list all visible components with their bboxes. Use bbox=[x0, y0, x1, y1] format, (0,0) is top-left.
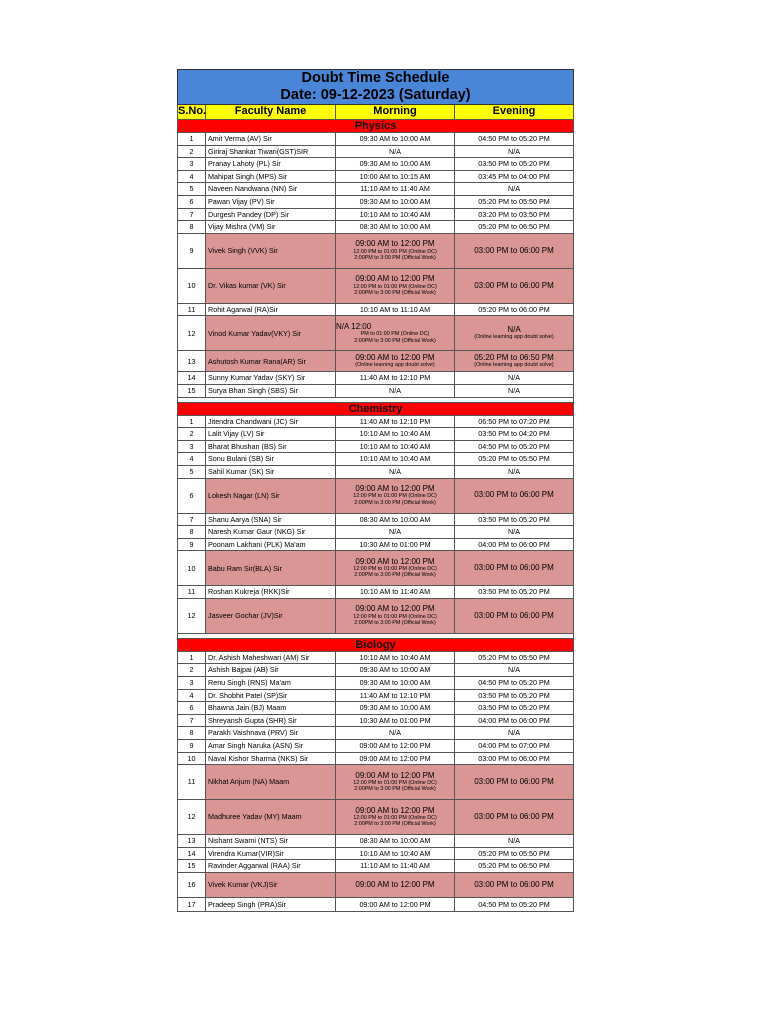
table-row bbox=[178, 478, 574, 513]
morning-time: 09:00 AM to 12:00 PM bbox=[355, 770, 435, 780]
table-row bbox=[178, 268, 574, 303]
row-sno: 15 bbox=[178, 384, 206, 397]
title-block bbox=[178, 70, 574, 105]
evening-slot: N/A bbox=[455, 372, 574, 385]
morning-note: 2:00PM to 3:00 PM (Official Work) bbox=[354, 289, 436, 296]
evening-slot bbox=[455, 478, 574, 513]
evening-slot bbox=[455, 765, 574, 800]
morning-slot bbox=[336, 598, 455, 633]
table-row bbox=[178, 170, 574, 183]
morning-slot: 09:00 AM to 12:00 PM bbox=[336, 740, 455, 753]
morning-slot: 09:30 AM to 10:00 AM bbox=[336, 158, 455, 171]
table-row bbox=[178, 765, 574, 800]
evening-slot: 05:20 PM to 06:50 PM bbox=[455, 860, 574, 873]
header-evening: Evening bbox=[455, 105, 574, 120]
faculty-name: Mahipat Singh (MPS) Sir bbox=[206, 170, 336, 183]
row-sno: 10 bbox=[178, 268, 206, 303]
evening-time: 03:00 PM to 06:00 PM bbox=[474, 280, 554, 290]
table-row bbox=[178, 384, 574, 397]
morning-note: 2:00PM to 3:00 PM (Official Work) bbox=[354, 337, 436, 344]
header-morning: Morning bbox=[336, 105, 455, 120]
faculty-name: Bhawna Jain (BJ) Maam bbox=[206, 702, 336, 715]
evening-slot: 04:50 PM to 05:20 PM bbox=[455, 133, 574, 146]
evening-time: 03:00 PM to 06:00 PM bbox=[474, 490, 554, 500]
morning-slot: 11:10 AM to 11:40 AM bbox=[336, 860, 455, 873]
faculty-name: Vijay Mishra (VM) Sir bbox=[206, 221, 336, 234]
row-sno: 4 bbox=[178, 170, 206, 183]
table-row bbox=[178, 847, 574, 860]
morning-slot: 09:00 AM to 12:00 PM bbox=[336, 752, 455, 765]
column-header-row bbox=[178, 105, 574, 120]
evening-slot: N/A bbox=[455, 384, 574, 397]
morning-slot: 08:30 AM to 10:00 AM bbox=[336, 513, 455, 526]
evening-slot bbox=[455, 316, 574, 351]
row-sno: 7 bbox=[178, 208, 206, 221]
row-sno: 13 bbox=[178, 351, 206, 372]
morning-slot bbox=[336, 351, 455, 372]
morning-slot bbox=[336, 800, 455, 835]
evening-slot: N/A bbox=[455, 835, 574, 848]
row-sno: 17 bbox=[178, 898, 206, 912]
morning-note: 2:00PM to 3:00 PM (Official Work) bbox=[354, 786, 436, 793]
morning-slot: 09:30 AM to 10:00 AM bbox=[336, 133, 455, 146]
morning-note: 12:00 PM to 01:00 PM (Online DC) bbox=[353, 566, 437, 573]
faculty-name: Ashutosh Kumar Rana(AR) Sir bbox=[206, 351, 336, 372]
evening-slot: 03:00 PM to 06:00 PM bbox=[455, 873, 574, 898]
morning-time: 09:00 AM to 12:00 PM bbox=[355, 239, 435, 249]
row-sno: 11 bbox=[178, 586, 206, 599]
row-sno: 12 bbox=[178, 598, 206, 633]
faculty-name: Amit Verma (AV) Sir bbox=[206, 133, 336, 146]
morning-slot: 11:40 AM to 12:10 PM bbox=[336, 689, 455, 702]
row-sno: 4 bbox=[178, 453, 206, 466]
evening-slot: 03:50 PM to 05:20 PM bbox=[455, 513, 574, 526]
faculty-name: Naveen Nandwana (NN) Sir bbox=[206, 183, 336, 196]
table-row bbox=[178, 800, 574, 835]
morning-time: N/A 12:00 bbox=[336, 321, 372, 331]
morning-time: 09:00 AM to 12:00 PM bbox=[355, 353, 435, 363]
evening-slot: 03:50 PM to 05:20 PM bbox=[455, 702, 574, 715]
morning-slot bbox=[336, 478, 455, 513]
row-sno: 3 bbox=[178, 677, 206, 690]
row-sno: 7 bbox=[178, 513, 206, 526]
evening-slot: 03:50 PM to 05:20 PM bbox=[455, 689, 574, 702]
schedule-table bbox=[177, 69, 574, 912]
table-row bbox=[178, 183, 574, 196]
row-sno: 3 bbox=[178, 440, 206, 453]
evening-slot: N/A bbox=[455, 526, 574, 539]
evening-slot: 05:20 PM to 05:50 PM bbox=[455, 847, 574, 860]
table-row bbox=[178, 873, 574, 898]
row-sno: 1 bbox=[178, 415, 206, 428]
morning-note: 12:00 PM to 01:00 PM (Online DC) bbox=[353, 493, 437, 500]
row-sno: 8 bbox=[178, 526, 206, 539]
evening-slot: 04:50 PM to 05:20 PM bbox=[455, 677, 574, 690]
faculty-name: Sonu Bulani (SB) Sir bbox=[206, 453, 336, 466]
morning-slot bbox=[336, 551, 455, 586]
morning-slot: N/A bbox=[336, 727, 455, 740]
faculty-name: Surya Bhan Singh (SBS) Sir bbox=[206, 384, 336, 397]
row-sno: 15 bbox=[178, 860, 206, 873]
table-row bbox=[178, 195, 574, 208]
table-row bbox=[178, 526, 574, 539]
morning-slot: 10:30 AM to 01:00 PM bbox=[336, 714, 455, 727]
evening-slot: N/A bbox=[455, 664, 574, 677]
row-sno: 1 bbox=[178, 133, 206, 146]
morning-note: PM to 01:00 PM (Online DC) bbox=[360, 331, 430, 338]
table-row bbox=[178, 538, 574, 551]
morning-slot: N/A bbox=[336, 526, 455, 539]
faculty-name: Dr. Shobhit Patel (SP)Sir bbox=[206, 689, 336, 702]
table-row bbox=[178, 752, 574, 765]
morning-slot bbox=[336, 233, 455, 268]
table-row bbox=[178, 702, 574, 715]
faculty-name: Dr. Vikas kumar (VK) Sir bbox=[206, 268, 336, 303]
morning-slot: N/A bbox=[336, 465, 455, 478]
header-sno: S.No. bbox=[178, 105, 206, 120]
row-sno: 6 bbox=[178, 702, 206, 715]
faculty-name: Lokesh Nagar (LN) Sir bbox=[206, 478, 336, 513]
row-sno: 6 bbox=[178, 195, 206, 208]
section-title: Physics bbox=[178, 120, 574, 133]
faculty-name: Madhuree Yadav (MY) Maam bbox=[206, 800, 336, 835]
morning-note: 2:00PM to 3:00 PM (Official Work) bbox=[354, 821, 436, 828]
evening-slot: 04:00 PM to 06:00 PM bbox=[455, 714, 574, 727]
morning-time: 09:00 AM to 12:00 PM bbox=[355, 484, 435, 494]
faculty-name: Naval Kishor Sharma (NKS) Sir bbox=[206, 752, 336, 765]
morning-note: 12:00 PM to 01:00 PM (Online DC) bbox=[353, 815, 437, 822]
evening-slot: 03:20 PM to 03:50 PM bbox=[455, 208, 574, 221]
faculty-name: Babu Ram Sir(BLA) Sir bbox=[206, 551, 336, 586]
table-row bbox=[178, 835, 574, 848]
faculty-name: Durgesh Pandey (DP) Sir bbox=[206, 208, 336, 221]
row-sno: 8 bbox=[178, 221, 206, 234]
evening-time: 03:00 PM to 06:00 PM bbox=[474, 777, 554, 787]
morning-note: 2:00PM to 3:00 PM (Official Work) bbox=[354, 254, 436, 261]
morning-time: 09:00 AM to 12:00 PM bbox=[355, 274, 435, 284]
morning-slot: 09:30 AM to 10:00 AM bbox=[336, 195, 455, 208]
evening-note: (Online learning app doubt solve) bbox=[474, 362, 554, 369]
morning-slot: 10:10 AM to 10:40 AM bbox=[336, 428, 455, 441]
section-title: Chemistry bbox=[178, 402, 574, 415]
evening-slot: 05:20 PM to 05:50 PM bbox=[455, 651, 574, 664]
morning-note: 12:00 PM to 01:00 PM (Online DC) bbox=[353, 283, 437, 290]
evening-time: 03:00 PM to 06:00 PM bbox=[474, 610, 554, 620]
evening-slot: 04:50 PM to 05:20 PM bbox=[455, 440, 574, 453]
faculty-name: Vinod Kumar Yadav(VKY) Sir bbox=[206, 316, 336, 351]
schedule-title: Doubt Time Schedule bbox=[301, 70, 450, 86]
morning-note: (Online learning app doubt solve) bbox=[355, 362, 435, 369]
morning-slot: 09:00 AM to 12:00 PM bbox=[336, 898, 455, 912]
evening-time: 03:00 PM to 06:00 PM bbox=[474, 563, 554, 573]
table-row bbox=[178, 586, 574, 599]
table-row bbox=[178, 133, 574, 146]
table-row bbox=[178, 727, 574, 740]
morning-time: 09:00 AM to 12:00 PM bbox=[355, 604, 435, 614]
row-sno: 7 bbox=[178, 714, 206, 727]
faculty-name: Sunny Kumar Yadav (SKY) Sir bbox=[206, 372, 336, 385]
row-sno: 9 bbox=[178, 233, 206, 268]
evening-slot bbox=[455, 233, 574, 268]
table-row bbox=[178, 145, 574, 158]
faculty-name: Shanu Aarya (SNA) Sir bbox=[206, 513, 336, 526]
table-row bbox=[178, 551, 574, 586]
morning-slot: N/A bbox=[336, 145, 455, 158]
morning-slot: N/A bbox=[336, 384, 455, 397]
table-row bbox=[178, 689, 574, 702]
evening-slot: 06:50 PM to 07:20 PM bbox=[455, 415, 574, 428]
table-row bbox=[178, 208, 574, 221]
morning-note: 12:00 PM to 01:00 PM (Online DC) bbox=[353, 613, 437, 620]
evening-slot bbox=[455, 351, 574, 372]
row-sno: 4 bbox=[178, 689, 206, 702]
morning-note: 2:00PM to 3:00 PM (Official Work) bbox=[354, 572, 436, 579]
evening-slot: N/A bbox=[455, 183, 574, 196]
row-sno: 10 bbox=[178, 551, 206, 586]
faculty-name: Vivek Kumar (VKJ)Sir bbox=[206, 873, 336, 898]
faculty-name: Renu Singh (RNS) Ma'am bbox=[206, 677, 336, 690]
table-row bbox=[178, 372, 574, 385]
faculty-name: Bharat Bhushan (BS) Sir bbox=[206, 440, 336, 453]
faculty-name: Parakh Vaishnava (PRV) Sir bbox=[206, 727, 336, 740]
evening-slot bbox=[455, 800, 574, 835]
faculty-name: Vivek Singh (VVK) Sir bbox=[206, 233, 336, 268]
schedule-date: Date: 09-12-2023 (Saturday) bbox=[280, 87, 471, 103]
table-row bbox=[178, 664, 574, 677]
row-sno: 13 bbox=[178, 835, 206, 848]
section-header-chemistry bbox=[178, 402, 574, 415]
evening-slot: 04:00 PM to 06:00 PM bbox=[455, 538, 574, 551]
morning-slot: 10:00 AM to 10:15 AM bbox=[336, 170, 455, 183]
row-sno: 12 bbox=[178, 316, 206, 351]
table-row bbox=[178, 898, 574, 912]
evening-slot: 05:20 PM to 05:50 PM bbox=[455, 195, 574, 208]
faculty-name: Nikhat Anjum (NA) Maam bbox=[206, 765, 336, 800]
table-row bbox=[178, 677, 574, 690]
schedule-sheet bbox=[177, 69, 573, 912]
morning-note: 2:00PM to 3:00 PM (Official Work) bbox=[354, 499, 436, 506]
row-sno: 9 bbox=[178, 538, 206, 551]
faculty-name: Lalit Vijay (LV) Sir bbox=[206, 428, 336, 441]
row-sno: 16 bbox=[178, 873, 206, 898]
evening-slot: 05:20 PM to 06:50 PM bbox=[455, 221, 574, 234]
row-sno: 14 bbox=[178, 372, 206, 385]
table-row bbox=[178, 598, 574, 633]
row-sno: 2 bbox=[178, 664, 206, 677]
table-row bbox=[178, 440, 574, 453]
evening-slot: 03:50 PM to 05:20 PM bbox=[455, 586, 574, 599]
faculty-name: Jitendra Chandwani (JC) Sir bbox=[206, 415, 336, 428]
faculty-name: Rohit Agarwal (RA)Sir bbox=[206, 303, 336, 316]
morning-slot: 08:30 AM to 10:00 AM bbox=[336, 221, 455, 234]
faculty-name: Virendra Kumar(VIR)Sir bbox=[206, 847, 336, 860]
morning-slot: 11:10 AM to 11:40 AM bbox=[336, 183, 455, 196]
row-sno: 3 bbox=[178, 158, 206, 171]
faculty-name: Giriraj Shankar Tiwari(GST)SIR bbox=[206, 145, 336, 158]
faculty-name: Poonam Lakhani (PLK) Ma'am bbox=[206, 538, 336, 551]
row-sno: 11 bbox=[178, 303, 206, 316]
table-row bbox=[178, 453, 574, 466]
faculty-name: Ravinder Aggarwal (RAA) Sir bbox=[206, 860, 336, 873]
header-faculty: Faculty Name bbox=[206, 105, 336, 120]
faculty-name: Shreyansh Gupta (SHR) Sir bbox=[206, 714, 336, 727]
faculty-name: Sahil Kumar (SK) Sir bbox=[206, 465, 336, 478]
row-sno: 12 bbox=[178, 800, 206, 835]
row-sno: 9 bbox=[178, 740, 206, 753]
morning-slot: 09:30 AM to 10:00 AM bbox=[336, 664, 455, 677]
morning-slot bbox=[336, 316, 455, 351]
row-sno: 2 bbox=[178, 145, 206, 158]
row-sno: 6 bbox=[178, 478, 206, 513]
morning-slot: 10:10 AM to 10:40 AM bbox=[336, 453, 455, 466]
section-header-biology bbox=[178, 638, 574, 651]
faculty-name: Dr. Ashish Maheshwari (AM) Sir bbox=[206, 651, 336, 664]
evening-slot bbox=[455, 551, 574, 586]
faculty-name: Pawan Vijay (PV) Sir bbox=[206, 195, 336, 208]
morning-slot: 10:10 AM to 11:10 AM bbox=[336, 303, 455, 316]
morning-slot bbox=[336, 765, 455, 800]
row-sno: 5 bbox=[178, 183, 206, 196]
table-row bbox=[178, 714, 574, 727]
morning-time: 09:00 AM to 12:00 PM bbox=[355, 556, 435, 566]
table-row bbox=[178, 351, 574, 372]
faculty-name: Naresh Kumar Gaur (NKG) Sir bbox=[206, 526, 336, 539]
evening-time: 03:00 PM to 06:00 PM bbox=[474, 812, 554, 822]
morning-slot: 09:30 AM to 10:00 AM bbox=[336, 677, 455, 690]
evening-slot: N/A bbox=[455, 465, 574, 478]
morning-slot: 10:10 AM to 10:40 AM bbox=[336, 440, 455, 453]
morning-time: 09:00 AM to 12:00 PM bbox=[355, 805, 435, 815]
evening-slot: 03:45 PM to 04:00 PM bbox=[455, 170, 574, 183]
table-row bbox=[178, 233, 574, 268]
evening-slot: 04:50 PM to 05:20 PM bbox=[455, 898, 574, 912]
row-sno: 11 bbox=[178, 765, 206, 800]
morning-note: 12:00 PM to 01:00 PM (Online DC) bbox=[353, 780, 437, 787]
faculty-name: Roshan Kukreja (RKK)Sir bbox=[206, 586, 336, 599]
morning-slot: 09:30 AM to 10:00 AM bbox=[336, 702, 455, 715]
evening-slot: N/A bbox=[455, 727, 574, 740]
table-row bbox=[178, 428, 574, 441]
faculty-name: Jasveer Gochar (JV)Sir bbox=[206, 598, 336, 633]
morning-slot: 09:00 AM to 12:00 PM bbox=[336, 873, 455, 898]
evening-slot: 03:50 PM to 04:20 PM bbox=[455, 428, 574, 441]
table-row bbox=[178, 513, 574, 526]
row-sno: 10 bbox=[178, 752, 206, 765]
evening-slot: 03:00 PM to 06:00 PM bbox=[455, 752, 574, 765]
morning-slot: 10:10 AM to 11:40 AM bbox=[336, 586, 455, 599]
morning-slot: 10:30 AM to 01:00 PM bbox=[336, 538, 455, 551]
morning-note: 12:00 PM to 01:00 PM (Online DC) bbox=[353, 248, 437, 255]
evening-time: 03:00 PM to 06:00 PM bbox=[474, 245, 554, 255]
row-sno: 14 bbox=[178, 847, 206, 860]
evening-time: N/A bbox=[507, 325, 521, 335]
morning-note: 2:00PM to 3:00 PM (Official Work) bbox=[354, 620, 436, 627]
table-row bbox=[178, 158, 574, 171]
table-row bbox=[178, 303, 574, 316]
row-sno: 2 bbox=[178, 428, 206, 441]
evening-slot: 04:00 PM to 07:00 PM bbox=[455, 740, 574, 753]
table-row bbox=[178, 860, 574, 873]
faculty-name: Pradeep Singh (PRA)Sir bbox=[206, 898, 336, 912]
morning-slot: 11:40 AM to 12:10 PM bbox=[336, 415, 455, 428]
evening-slot: N/A bbox=[455, 145, 574, 158]
row-sno: 5 bbox=[178, 465, 206, 478]
evening-slot bbox=[455, 598, 574, 633]
morning-slot: 11:40 AM to 12:10 PM bbox=[336, 372, 455, 385]
morning-slot: 08:30 AM to 10:00 AM bbox=[336, 835, 455, 848]
table-row bbox=[178, 465, 574, 478]
morning-slot: 10:10 AM to 10:40 AM bbox=[336, 847, 455, 860]
faculty-name: Ashish Bajpai (AB) Sir bbox=[206, 664, 336, 677]
faculty-name: Nishant Swami (NTS) Sir bbox=[206, 835, 336, 848]
evening-time: 05:20 PM to 06:50 PM bbox=[474, 353, 554, 363]
table-row bbox=[178, 316, 574, 351]
morning-slot: 10:10 AM to 10:40 AM bbox=[336, 208, 455, 221]
table-row bbox=[178, 415, 574, 428]
faculty-name: Amar Singh Naruka (ASN) Sir bbox=[206, 740, 336, 753]
morning-slot bbox=[336, 268, 455, 303]
evening-slot: 03:50 PM to 05:20 PM bbox=[455, 158, 574, 171]
morning-slot: 10:10 AM to 10:40 AM bbox=[336, 651, 455, 664]
faculty-name: Pranay Lahoty (PL) Sir bbox=[206, 158, 336, 171]
row-sno: 8 bbox=[178, 727, 206, 740]
table-row bbox=[178, 740, 574, 753]
row-sno: 1 bbox=[178, 651, 206, 664]
section-header-physics bbox=[178, 120, 574, 133]
table-row bbox=[178, 221, 574, 234]
evening-note: (Online learning app doubt solve) bbox=[474, 334, 554, 341]
section-title: Biology bbox=[178, 638, 574, 651]
evening-slot: 05:20 PM to 05:50 PM bbox=[455, 453, 574, 466]
evening-slot: 05:20 PM to 06:00 PM bbox=[455, 303, 574, 316]
table-row bbox=[178, 651, 574, 664]
evening-slot bbox=[455, 268, 574, 303]
